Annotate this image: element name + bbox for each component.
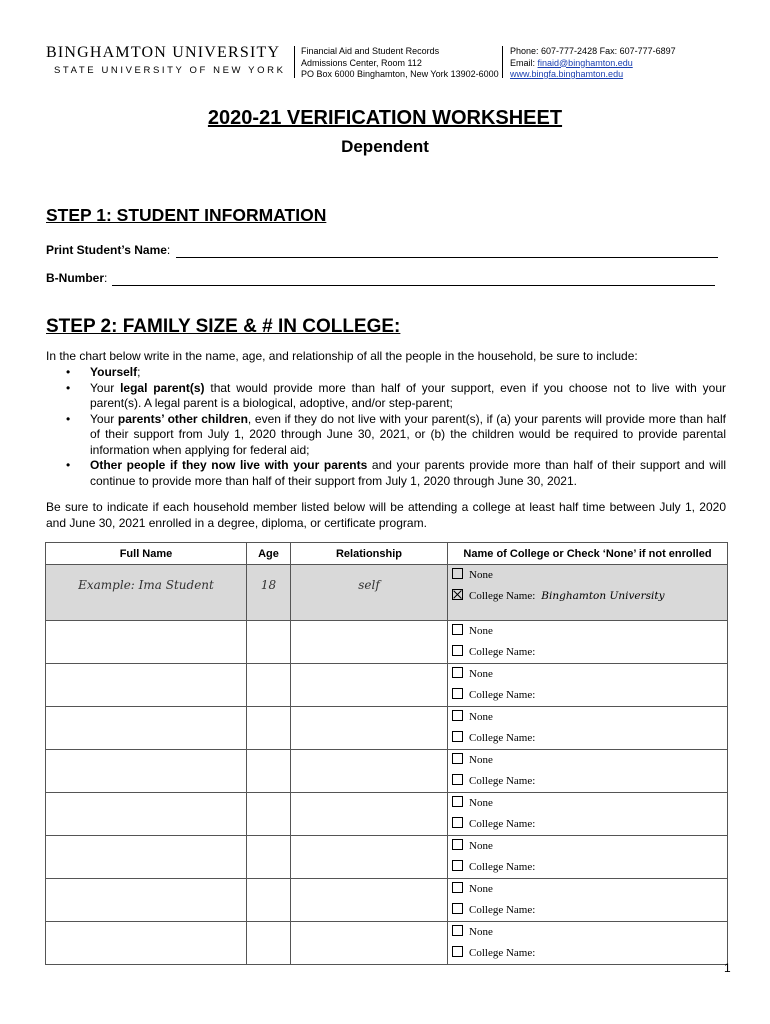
college-option[interactable] <box>448 728 727 749</box>
checkbox-icon[interactable] <box>452 645 463 656</box>
relationship-cell[interactable] <box>291 879 448 922</box>
checkbox-icon[interactable] <box>452 925 463 936</box>
bullet-dot-icon: • <box>66 411 71 426</box>
table-row <box>46 836 728 879</box>
example-name: Example: Ima Student <box>46 565 247 621</box>
bullet-text: Your <box>90 411 118 426</box>
college-cell <box>448 793 728 836</box>
relationship-cell[interactable] <box>291 750 448 793</box>
bullet-text: and your parents provide more than half of their support and will continue to provide more than half of their support from July 1, 2020 through June 30, 2021. <box>90 458 726 488</box>
bullet-bold: legal parent(s) <box>120 380 205 395</box>
bullet-bold: parents’ other children <box>117 411 248 426</box>
label-colon: : <box>104 271 108 285</box>
age-cell[interactable] <box>247 793 291 836</box>
college-option[interactable] <box>448 857 727 878</box>
none-label: None <box>469 797 493 809</box>
page-number: 1 <box>724 961 731 975</box>
college-cell <box>448 922 728 965</box>
college-label: College Name: <box>469 904 536 916</box>
none-option <box>448 565 727 586</box>
col-header-relationship: Relationship <box>291 543 448 565</box>
student-name-label-text: Print Student’s Name <box>46 243 167 257</box>
none-label: None <box>469 926 493 938</box>
student-name-label <box>46 243 170 257</box>
none-label: None <box>469 754 493 766</box>
bnumber-label <box>46 271 107 285</box>
checkbox-icon <box>452 568 463 579</box>
table-row <box>46 879 728 922</box>
checkbox-icon[interactable] <box>452 774 463 785</box>
table-row <box>46 793 728 836</box>
none-option[interactable] <box>448 750 727 771</box>
bullet-dot-icon: • <box>66 365 71 379</box>
household-table <box>45 542 728 965</box>
college-label: College Name: <box>469 732 536 744</box>
contact-info <box>510 46 676 81</box>
none-option[interactable] <box>448 621 727 642</box>
checkbox-icon[interactable] <box>452 903 463 914</box>
bnumber-label-text: B-Number <box>46 271 105 285</box>
none-label: None <box>469 883 493 895</box>
checkbox-icon[interactable] <box>452 839 463 850</box>
name-cell[interactable] <box>46 793 247 836</box>
none-option[interactable] <box>448 707 727 728</box>
college-label: College Name: <box>469 646 536 658</box>
checkbox-icon[interactable] <box>452 860 463 871</box>
bullet-dot-icon: • <box>66 380 71 395</box>
college-cell <box>448 664 728 707</box>
checkbox-icon[interactable] <box>452 624 463 635</box>
relationship-cell[interactable] <box>291 664 448 707</box>
step2-intro: In the chart below write in the name, age, and relationship of all the people in the household, be sure to include: <box>46 349 638 363</box>
header-divider <box>502 46 503 78</box>
checkbox-icon[interactable] <box>452 817 463 828</box>
none-option[interactable] <box>448 836 727 857</box>
none-option[interactable] <box>448 879 727 900</box>
label-colon: : <box>166 243 171 257</box>
bullet-text: , even if they do not live with your parent(s), if (a) your parents will provide more than half of their support from July 1, 2020 through June 30, 2021, or (b) the children would be required to provide parental information when applying for federal aid; <box>90 411 726 457</box>
college-cell <box>448 621 728 664</box>
relationship-cell[interactable] <box>291 707 448 750</box>
college-label: College Name: <box>469 590 536 602</box>
name-cell[interactable] <box>46 621 247 664</box>
bnumber-field[interactable] <box>112 285 715 286</box>
contact-email-row <box>510 58 676 70</box>
office-line: Admissions Center, Room 112 <box>301 57 422 68</box>
college-label: College Name: <box>469 818 536 830</box>
none-label: None <box>469 711 493 723</box>
none-option[interactable] <box>448 793 727 814</box>
page-title-text: 2020-21 VERIFICATION WORKSHEET <box>207 107 563 129</box>
bullet-item <box>46 458 726 489</box>
bullet-text: that would provide more than half of your support, even if you choose not to live with your parent(s). A legal parent is a biological, adoptive, and/or step-parent; <box>90 380 726 410</box>
age-cell[interactable] <box>247 707 291 750</box>
name-cell[interactable] <box>46 664 247 707</box>
checkbox-icon[interactable] <box>452 667 463 678</box>
college-option[interactable] <box>448 771 727 792</box>
age-cell[interactable] <box>247 664 291 707</box>
bullet-text: Your <box>90 380 121 395</box>
checkbox-icon[interactable] <box>452 710 463 721</box>
college-attendance-note: Be sure to indicate if each household member listed below will be attending a college at least half time between July 1, 2020 and June 30, 2021 enrolled in a degree, diploma, or certificate program. <box>46 500 726 530</box>
college-option[interactable] <box>448 685 727 706</box>
contact-phone: Phone: 607-777-2428 Fax: 607-777-6897 <box>510 46 676 56</box>
col-header-age: Age <box>247 543 291 565</box>
table-row <box>46 664 728 707</box>
checkbox-icon[interactable] <box>452 753 463 764</box>
checkbox-icon[interactable] <box>452 882 463 893</box>
household-bullet-list <box>46 365 726 489</box>
name-cell[interactable] <box>46 750 247 793</box>
age-cell[interactable] <box>247 879 291 922</box>
checkbox-icon[interactable] <box>452 796 463 807</box>
step1-heading: STEP 1: STUDENT INFORMATION <box>46 205 327 225</box>
contact-email-link[interactable]: finaid@binghamton.edu <box>537 57 633 68</box>
relationship-cell[interactable] <box>291 922 448 965</box>
age-cell[interactable] <box>247 836 291 879</box>
age-cell[interactable] <box>247 621 291 664</box>
office-line: Financial Aid and Student Records <box>301 46 440 56</box>
checkbox-icon[interactable] <box>452 688 463 699</box>
college-option[interactable] <box>448 814 727 835</box>
name-cell[interactable] <box>46 922 247 965</box>
college-label: College Name: <box>469 689 536 701</box>
college-label: College Name: <box>469 775 536 787</box>
college-option[interactable] <box>448 943 727 964</box>
checkbox-icon[interactable] <box>452 946 463 957</box>
table-row <box>46 621 728 664</box>
col-header-college: Name of College or Check ‘None’ if not enrolled <box>448 543 728 565</box>
college-label: College Name: <box>469 947 536 959</box>
table-row <box>46 707 728 750</box>
relationship-cell[interactable] <box>291 621 448 664</box>
university-logo-name: BINGHAMTON UNIVERSITY <box>46 44 281 61</box>
college-option <box>448 586 727 607</box>
none-label: None <box>469 625 493 637</box>
college-cell <box>448 707 728 750</box>
bullet-text: ; <box>137 365 141 379</box>
contact-web-link[interactable]: www.bingfa.binghamton.edu <box>510 69 624 79</box>
bullet-bold: Other people if they now live with your parents <box>90 458 368 472</box>
none-option[interactable] <box>448 922 727 943</box>
student-name-field[interactable] <box>176 257 718 258</box>
table-row <box>46 750 728 793</box>
header-divider <box>294 46 295 78</box>
college-cell <box>448 750 728 793</box>
example-row <box>46 565 728 621</box>
none-label: None <box>469 569 493 581</box>
none-option[interactable] <box>448 664 727 685</box>
college-cell <box>448 836 728 879</box>
page-title <box>0 107 770 130</box>
office-address <box>301 46 499 81</box>
bullet-item <box>46 381 726 412</box>
bullet-item <box>46 365 726 381</box>
university-logo-subtitle: STATE UNIVERSITY OF NEW YORK <box>54 65 286 76</box>
example-age: 18 <box>247 565 291 621</box>
table-header-row <box>46 543 728 565</box>
college-option[interactable] <box>448 900 727 921</box>
name-cell[interactable] <box>46 707 247 750</box>
bullet-dot-icon: • <box>66 458 71 472</box>
step2-heading: STEP 2: FAMILY SIZE & # IN COLLEGE: <box>46 316 401 337</box>
relationship-cell[interactable] <box>291 836 448 879</box>
college-cell <box>448 879 728 922</box>
col-header-full-name: Full Name <box>46 543 247 565</box>
name-cell[interactable] <box>46 879 247 922</box>
checkbox-icon[interactable] <box>452 731 463 742</box>
office-line: PO Box 6000 Binghamton, New York 13902-6000 <box>301 69 499 79</box>
bullet-item <box>46 412 726 459</box>
example-college-name: Binghamton University <box>541 590 665 602</box>
contact-email-label: Email: <box>510 57 536 68</box>
example-college-cell <box>448 565 728 621</box>
checked-checkbox-icon <box>452 589 463 600</box>
college-option[interactable] <box>448 642 727 663</box>
relationship-cell[interactable] <box>291 793 448 836</box>
name-cell[interactable] <box>46 836 247 879</box>
none-label: None <box>469 840 493 852</box>
example-relationship: self <box>291 565 448 621</box>
bullet-bold: Yourself <box>90 365 138 379</box>
college-label: College Name: <box>469 861 536 873</box>
table-row <box>46 922 728 965</box>
age-cell[interactable] <box>247 750 291 793</box>
none-label: None <box>469 668 493 680</box>
page-subtitle: Dependent <box>341 137 429 156</box>
age-cell[interactable] <box>247 922 291 965</box>
